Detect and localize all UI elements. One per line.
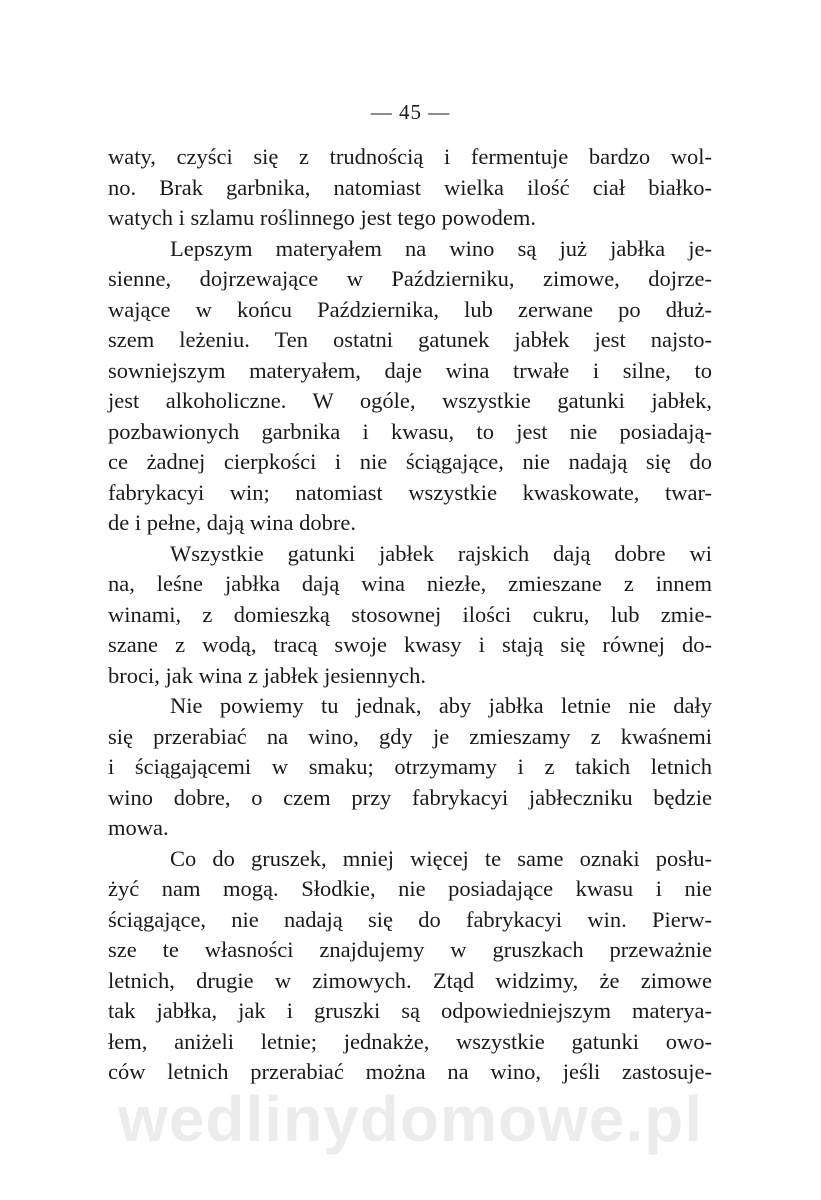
text-line: mowa. [108,815,169,840]
text-line: szem leżeniu. Ten ostatni gatunek jabłek jest najsto- [108,327,712,352]
text-line: tak jabłka, jak i gruszki są odpowiedniejszym materya- [108,998,712,1023]
text-line: jest alkoholiczne. W ogóle, wszystkie gatunki jabłek, [108,388,712,413]
text-line: fabrykacyi win; natomiast wszystkie kwaskowate, twar- [108,479,712,505]
page-number: — 45 — [370,100,451,124]
text-line: waty, czyści się z trudnością i fermentuje bardzo wol- [108,144,712,169]
text-line: sze te własności znajdujemy w gruszkach przeważnie [108,937,712,962]
text-line: wino dobre, o czem przy fabrykacyi jabłeczniku będzie [108,784,712,810]
text-line: de i pełne, dają wina dobre. [108,510,357,535]
text-line: się przerabiać na wino, gdy je zmieszamy z kwaśnemi [108,723,712,749]
text-line: ściągające, nie nadają się do fabrykacyi win. Pierw- [108,906,712,932]
text-line: watych i szlamu roślinnego jest tego powodem. [108,205,537,230]
text-line: i ściągającemi w smaku; otrzymamy i z takich letnich [108,754,712,779]
text-line: no. Brak garbnika, natomiast wielka ilość ciał białko- [108,174,712,200]
text-line: winami, z domieszką stosownej ilości cukru, lub zmie- [108,601,712,627]
text-line: sowniejszym materyałem, daje wina trwałe i silne, to [108,357,712,383]
text-line: na, leśne jabłka dają wina niezłe, zmieszane z innem [108,571,712,596]
text-line: broci, jak wina z jabłek jesiennych. [108,662,427,688]
text-line: ce żadnej cierpkości i nie ściągające, nie nadają się do [108,449,712,474]
text-line: żyć nam mogą. Słodkie, nie posiadające kwasu i nie [108,876,712,901]
text-line: letnich, drugie w zimowych. Ztąd widzimy, że zimowe [108,967,712,993]
text-line: ców letnich przerabiać można na wino, jeśli zastosuje- [108,1059,712,1084]
text-line: szane z wodą, tracą swoje kwasy i stają się równej do- [108,632,712,657]
text-line: Wszystkie gatunki jabłek rajskich dają dobre wi [170,540,712,566]
text-line: Co do gruszek, mniej więcej te same oznaki posłu- [170,845,712,871]
text-line: Lepszym materyałem na wino są już jabłka je- [170,235,712,261]
text-line: Nie powiemy tu jednak, aby jabłka letnie nie dały [170,693,712,718]
watermark: wedlinydomowe.pl [118,1083,703,1155]
text-line: wające w końcu Października, lub zerwane po dłuż- [108,296,712,322]
text-line: sienne, dojrzewające w Październiku, zimowe, dojrze- [108,266,712,291]
text-line: pozbawionych garbnika i kwasu, to jest nie posiadają- [108,418,712,444]
text-line: łem, aniżeli letnie; jednakże, wszystkie gatunki owo- [108,1028,712,1054]
body-text [108,142,712,1088]
